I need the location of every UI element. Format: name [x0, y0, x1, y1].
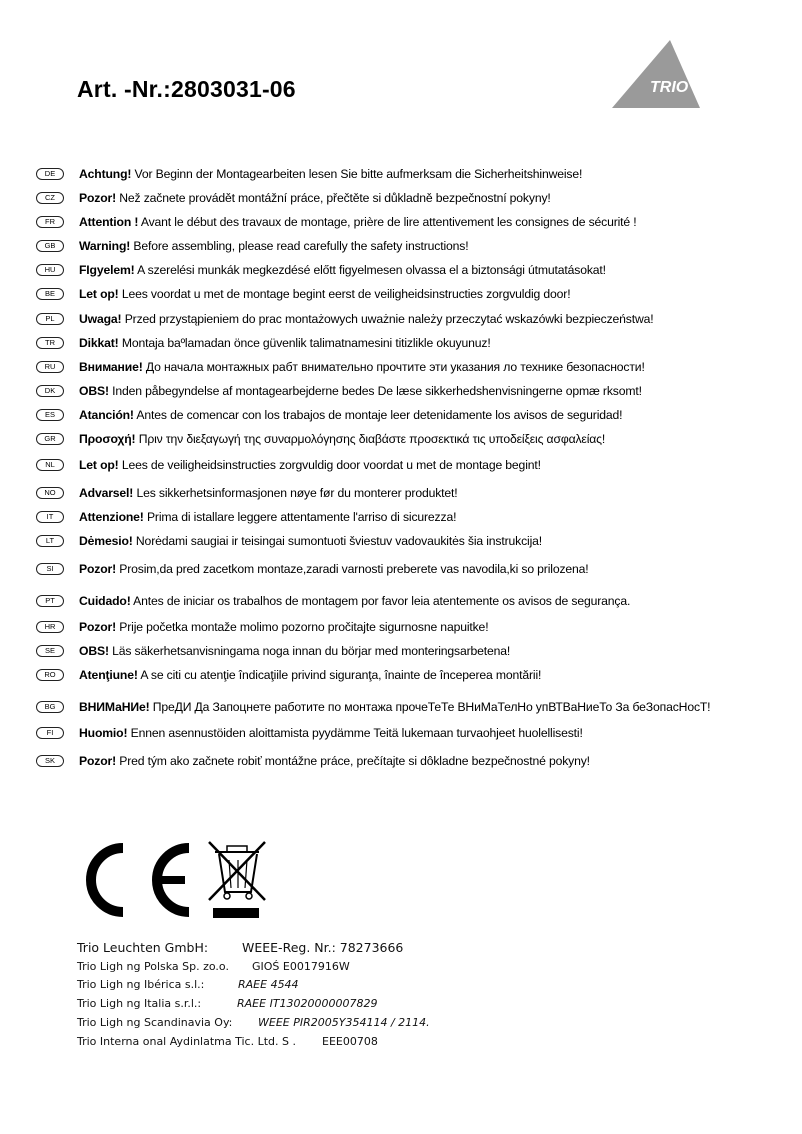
- warning-text: [79, 562, 589, 576]
- warning-text: [79, 263, 606, 277]
- warning-text: [79, 312, 653, 326]
- language-code-badge: IT: [36, 511, 64, 523]
- trio-logo: [610, 40, 700, 110]
- warning-row-sk: [36, 751, 590, 771]
- warning-text: [79, 726, 583, 740]
- language-code-badge: DK: [36, 385, 64, 397]
- language-code-badge: ES: [36, 409, 64, 421]
- warning-row-lt: [36, 531, 542, 551]
- company-row: [77, 978, 677, 991]
- company-row: [77, 1016, 677, 1029]
- warning-message: Les sikkerhetsinformasjonen nøye før du monterer produktet!: [133, 486, 458, 500]
- warning-row-be: [36, 284, 570, 304]
- warning-label: Pozor!: [79, 620, 117, 634]
- warning-message: Avant le début des travaux de montage, prière de lire attentivement les consignes de sécurité !: [138, 215, 637, 229]
- warning-text: [79, 408, 622, 422]
- registration-number: RAEE IT13020000007829: [237, 997, 378, 1010]
- warning-row-tr: [36, 333, 491, 353]
- warning-row-de: [36, 164, 582, 184]
- warning-message: До начала монтажных рабт внимательно прочтите эти указания ло технике безопасности!: [142, 360, 645, 374]
- company-row: [77, 997, 677, 1010]
- warning-text: [79, 239, 468, 253]
- warning-row-gr: [36, 429, 605, 449]
- company-name: Trio Ligh ng Scandinavia Oy:: [77, 1016, 233, 1029]
- language-code-badge: BG: [36, 701, 64, 713]
- language-code-badge: GR: [36, 433, 64, 445]
- warning-message: Πριν την διεξαγωγή της συναρμολόγησης διαβάστε προσεκτικά τις υποδείξεις ασφαλείας!: [135, 432, 606, 446]
- warning-label: Внимание!: [79, 360, 143, 374]
- warning-message: Przed przystąpieniem do prac montażowych uważnie należy przeczytać wskazówki bezpieczeństwa!: [121, 312, 654, 326]
- warning-label: Atanción!: [79, 408, 134, 422]
- language-code-badge: FR: [36, 216, 64, 228]
- language-code-badge: HU: [36, 264, 64, 276]
- language-code-badge: SK: [36, 755, 64, 767]
- language-code-badge: TR: [36, 337, 64, 349]
- warning-text: [79, 167, 582, 181]
- warning-label: Pozor!: [79, 754, 117, 768]
- warning-label: OBS!: [79, 644, 109, 658]
- warning-message: Montaja baºlamadan önce güvenlik talimatnamesini titizlikle okuyunuz!: [118, 336, 491, 350]
- warning-message: Prije početka montaže molimo pozorno pročitajte sigurnosne napuitke!: [116, 620, 489, 634]
- warning-row-no: [36, 483, 457, 503]
- warning-message: Pred tým ako začnete robiť montážne práce, prečítajte si dôkladne bezpečnostné pokyny!: [116, 754, 590, 768]
- warning-text: [79, 336, 491, 350]
- warning-text: [79, 754, 590, 768]
- warning-label: Cuidado!: [79, 594, 131, 608]
- warning-label: Προσοχή!: [79, 432, 136, 446]
- warning-row-hr: [36, 617, 488, 637]
- warning-label: Atenţiune!: [79, 668, 138, 682]
- warning-message: Before assembling, please read carefully the safety instructions!: [130, 239, 469, 253]
- language-code-badge: PL: [36, 313, 64, 325]
- warning-text: [79, 432, 605, 446]
- warning-message: Prima di istallare leggere attentamente l'arriso di sicurezza!: [143, 510, 457, 524]
- warning-row-it: [36, 507, 456, 527]
- warning-label: Achtung!: [79, 167, 132, 181]
- warning-row-hu: [36, 260, 606, 280]
- weee-bin-icon: [209, 842, 265, 918]
- language-code-badge: BE: [36, 288, 64, 300]
- warning-text: [79, 191, 551, 205]
- warning-text: [79, 384, 642, 398]
- warning-message: Antes de iniciar os trabalhos de montagem por favor leia atentemente os avisos de segurança.: [130, 594, 631, 608]
- certification-marks: [77, 838, 267, 922]
- language-code-badge: RO: [36, 669, 64, 681]
- warning-row-cz: [36, 188, 551, 208]
- warning-row-fr: [36, 212, 637, 232]
- warning-label: Advarsel!: [79, 486, 134, 500]
- warning-label: Huomio!: [79, 726, 128, 740]
- language-code-badge: FI: [36, 727, 64, 739]
- language-code-badge: HR: [36, 621, 64, 633]
- warning-text: [79, 215, 637, 229]
- registration-number: GIOŚ E0017916W: [252, 960, 350, 973]
- warning-message: ПреДИ Да Запоцнете работите по монтажа прочеТеТе ВНиМаТелНо упВТВаНиеТо За беЗопасНосТ!: [149, 700, 711, 714]
- company-name: Trio Ligh ng Polska Sp. zo.o.: [77, 960, 229, 973]
- language-code-badge: PT: [36, 595, 64, 607]
- warning-label: Dėmesio!: [79, 534, 133, 548]
- warning-message: Lees de veiligheidsinstructies zorgvuldig door voordat u met de montage begint!: [118, 458, 541, 472]
- warning-text: [79, 534, 542, 548]
- warning-row-fi: [36, 723, 583, 743]
- warning-label: Warning!: [79, 239, 131, 253]
- warning-text: [79, 458, 541, 472]
- warning-label: Uwaga!: [79, 312, 122, 326]
- warning-text: [79, 360, 645, 374]
- company-name: Trio Ligh ng Italia s.r.l.:: [77, 997, 202, 1010]
- company-row: [77, 960, 677, 973]
- registration-number: RAEE 4544: [238, 978, 299, 991]
- warning-row-pl: [36, 309, 653, 329]
- warning-text: [79, 644, 510, 658]
- language-code-badge: GB: [36, 240, 64, 252]
- warning-label: FIgyelem!: [79, 263, 135, 277]
- warning-message: Inden påbegyndelse af montagearbejderne bedes De læse sikkerhedshenvisningerne opmæ rksomt!: [108, 384, 642, 398]
- registration-number: EEE00708: [322, 1035, 378, 1048]
- warning-row-si: [36, 559, 589, 579]
- registration-number: WEEE-Reg. Nr.: 78273666: [242, 940, 404, 955]
- company-row: [77, 940, 677, 955]
- warning-label: Dikkat!: [79, 336, 119, 350]
- warning-row-dk: [36, 381, 642, 401]
- warning-row-nl: [36, 455, 541, 475]
- warning-label: Pozor!: [79, 562, 117, 576]
- warning-row-se: [36, 641, 510, 661]
- article-number: Art. -Nr.:2803031-06: [77, 76, 296, 102]
- warning-message: Antes de comencar con los trabajos de montaje leer detenidamente los avisos de seguridad!: [133, 408, 623, 422]
- warning-message: Lees voordat u met de montage begint eerst de veiligheidsinstructies zorgvuldig door!: [118, 287, 571, 301]
- warning-text: [79, 668, 541, 682]
- warning-row-gb: [36, 236, 468, 256]
- warning-label: Pozor!: [79, 191, 117, 205]
- language-code-badge: CZ: [36, 192, 64, 204]
- warning-label: ВНИМаНИе!: [79, 700, 150, 714]
- warning-message: Prosim,da pred zacetkom montaze,zaradi varnosti preberete vas navodila,ki so prilozena!: [116, 562, 589, 576]
- company-name: Trio Leuchten GmbH:: [77, 940, 209, 955]
- warning-message: Vor Beginn der Montagearbeiten lesen Sie bitte aufmerksam die Sicherheitshinweise!: [131, 167, 583, 181]
- warning-message: A szerelési munkák megkezdésé előtt figyelmesen olvassa el a biztonsági útmutatásokat!: [134, 263, 606, 277]
- language-code-badge: LT: [36, 535, 64, 547]
- warning-label: OBS!: [79, 384, 109, 398]
- warning-row-bg: [36, 697, 710, 717]
- language-code-badge: NL: [36, 459, 64, 471]
- warning-text: [79, 620, 488, 634]
- warning-text: [79, 510, 456, 524]
- warning-row-es: [36, 405, 622, 425]
- warning-label: Attention !: [79, 215, 139, 229]
- warning-text: [79, 594, 630, 608]
- language-code-badge: SE: [36, 645, 64, 657]
- warning-message: Než začnete provádět montážní práce, přečtěte si důkladně bezpečnostní pokyny!: [116, 191, 551, 205]
- warning-message: Läs säkerhetsanvisningama noga innan du börjar med monteringsarbetena!: [108, 644, 511, 658]
- ce-mark-icon: [91, 848, 189, 912]
- warning-message: A se citi cu atenţie îndicaţiile privind siguranţa, înainte de începerea montării!: [137, 668, 542, 682]
- company-name: Trio Ligh ng Ibérica s.l.:: [77, 978, 205, 991]
- warning-text: [79, 700, 710, 714]
- warning-label: Attenzione!: [79, 510, 144, 524]
- registration-number: WEEE PIR2005Y354114 / 2114.: [258, 1016, 430, 1029]
- language-code-badge: DE: [36, 168, 64, 180]
- warning-label: Let op!: [79, 458, 119, 472]
- warning-row-ru: [36, 357, 645, 377]
- warning-message: Ennen asennustöiden aloittamista pyydämme Teitä lukemaan turvaohjeet huolellisesti!: [127, 726, 583, 740]
- warning-text: [79, 486, 457, 500]
- company-row: [77, 1035, 677, 1048]
- warning-message: Norėdami saugiai ir teisingai sumontuoti šviestuv vadovaukitės šia instrukcija!: [132, 534, 543, 548]
- warning-row-pt: [36, 591, 630, 611]
- trio-logo-text: TRIO: [650, 79, 689, 96]
- language-code-badge: NO: [36, 487, 64, 499]
- warning-label: Let op!: [79, 287, 119, 301]
- language-code-badge: SI: [36, 563, 64, 575]
- language-code-badge: RU: [36, 361, 64, 373]
- warning-row-ro: [36, 665, 541, 685]
- warning-text: [79, 287, 570, 301]
- company-name: Trio Interna onal Aydinlatma Tic. Ltd. S .: [77, 1035, 296, 1048]
